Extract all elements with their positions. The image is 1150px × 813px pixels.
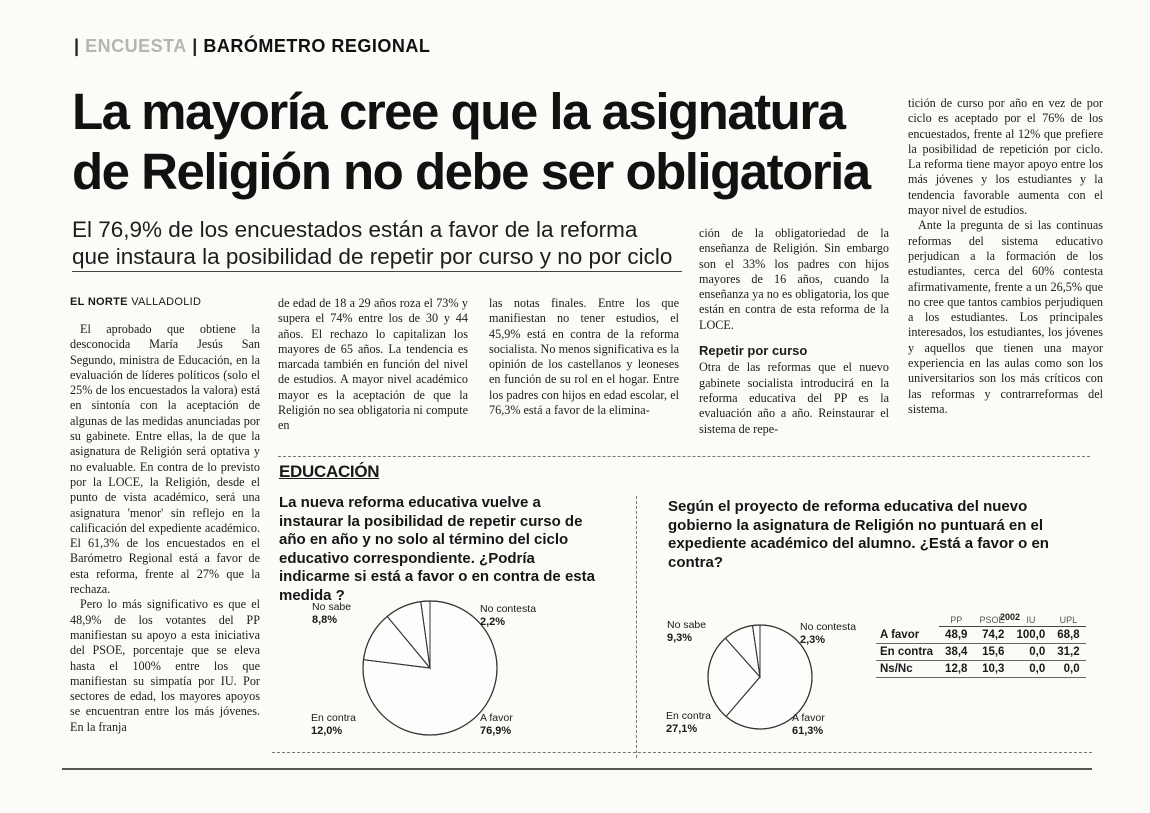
column-3-paragraph-1: las notas finales. Entre los que manifiestan no tener estudios, el 45,9% está en contra de la reforma socialista. No menos significativa es la opinión de los castellanos y leoneses en función de su rol en el hogar. Entre los padres con hijos en edad escolar, el 76,3% está a favor de la elimina- [489,296,679,418]
section-title: BARÓMETRO REGIONAL [203,36,431,56]
table-col-upl: UPL [1051,614,1085,627]
table-cell: 0,0 [1010,661,1051,678]
table-header-row [876,614,1086,627]
subhead [72,216,682,270]
article-column-5 [908,96,1103,417]
column-1-paragraph-1: El aprobado que obtiene la desconocida María Jesús San Segundo, ministra de Educación, en la evaluación de líderes políticos (solo el 25% de los encuestados la valora) está en sintonía con la aceptación de algunas de las medidas anunciadas por su gabinete. Entre ellas, la de que la asignatura de Religión será optativa y no evaluable. En contra de lo previsto por la LOCE, la Religión, desde el punto de vista académico, será una asignatura 'menor' sin reflejo en la calificación del expediente académico. El 61,3% de los encuestados en el Barómetro Regional está a favor de esta reforma, frente al 27% que la rechaza. [70,322,260,597]
table-year: 2002 [1000,612,1021,622]
pie1-label-no-sabe: No sabe 8,8% [312,601,352,626]
table-row-label: A favor [876,627,939,644]
table-row [876,661,1086,678]
table-row-label: Ns/Nc [876,661,939,678]
column-5-paragraph-1: tición de curso por año en vez de por ciclo es aceptado por el 76% de los encuestados, frente al 12% que prefiere la posibilidad de repetición por ciclo. La reforma tiene mayor apoyo entre los más jóvenes y los estudiantes y la tendencia favorable aumenta con el mayor nivel de estudios. [908,96,1103,218]
headline-line-1: La mayoría cree que la asignatura [72,83,845,140]
table-cell: 31,2 [1051,644,1085,661]
column-4-paragraph-2: Otra de las reformas que el nuevo gabinete socialista introducirá en la reforma educativa del PP es la evaluación año a año. Reinstaurar el sistema de repe- [699,360,889,436]
dateline-city: VALLADOLID [131,296,202,308]
article-column-3 [489,296,679,418]
subhead-line-1: El 76,9% de los encuestados están a favor de la reforma [72,217,638,242]
article-column-2 [278,296,468,434]
table-cell: 100,0 [1010,627,1051,644]
headline [72,82,872,202]
table-col-psoe: PSOE [973,614,1010,627]
party-results-table [876,614,1086,678]
column-2-paragraph-1: de edad de 18 a 29 años roza el 73% y supera el 74% entre los de 30 y 44 años. El rechazo lo capitalizan los mayores de 65 años. La tendencia es marcada también en función del nivel de estudios. A mayor nivel académico mayor es la aceptación de que la Religión no sea obligatoria ni compute en [278,296,468,433]
box-top-rule [278,456,1090,457]
question-2: Según el proyecto de reforma educativa del nuevo gobierno la asignatura de Religión no puntuará en el expediente académico del alumno. ¿Está a favor o en contra? [668,498,1049,571]
table-cell: 74,2 [973,627,1010,644]
table-row [876,644,1086,661]
pie1-label-en-contra: En contra 12,0% [311,712,356,737]
article-column-4 [699,226,889,437]
column-1-paragraph-2: Pero lo más significativo es que el 48,9% de los votantes del PP manifiestan su apoyo a esta iniciativa del PSOE, porcentaje que se eleva hasta el 100% entre los que manifiestan su simpatía por IU. Por sectores de edad, los mayores apoyos se encuentran entre los más jóvenes. En la franja [70,597,260,734]
table-col-iu: IU [1010,614,1051,627]
column-5-paragraph-2: Ante la pregunta de si las continuas reformas del sistema educativo perjudican a la formación de los estudiantes, cerca del 60% contesta afirmativamente, frente a un 26,5% que no cree que tantos cambios perjudiquen a los estudiantes. Los principales interesados, los estudiantes, los jóvenes y aquellos que tienen una mayor experiencia en las aulas como son los universitarios son los más críticos con las reformas y contrarreformas del sistema. [908,218,1103,416]
table-row [876,627,1086,644]
pie2-label-no-sabe: No sabe 9,3% [667,619,707,644]
table-cell: 10,3 [973,661,1010,678]
table-cell: 15,6 [973,644,1010,661]
table-col-pp: PP [939,614,973,627]
dateline [70,296,201,308]
column-4-paragraph-1: ción de la obligatoriedad de la enseñanza de Religión. Sin embargo son el 33% los padres con hijos mayores de 16 años, cuando la enseñanza ya no es obligatoria, los que están en contra de esta reforma de la LOCE. [699,226,889,332]
box-bottom-rule [272,752,1092,753]
section-header: | ENCUESTA | BARÓMETRO REGIONAL [74,36,431,56]
table-cell: 68,8 [1051,627,1085,644]
pie-chart-repetir-curso [360,598,500,738]
box-title: EDUCACIÓN [279,462,380,481]
table-row-label: En contra [876,644,939,661]
pie1-label-a-favor: A favor 76,9% [480,712,513,737]
pie2-label-en-contra: En contra 27,1% [666,710,711,735]
question-1: La nueva reforma educativa vuelve a instaurar la posibilidad de repetir curso de año en año y no solo al término del ciclo educativo correspondiente. ¿Podría indicarme si está a favor o en contra de esta medida ? [279,494,595,604]
table-cell: 0,0 [1010,644,1051,661]
table-cell: 38,4 [939,644,973,661]
table-cell: 12,8 [939,661,973,678]
pie2-label-no-contesta: No contesta 2,3% [800,621,857,646]
article-column-1 [70,322,260,735]
dateline-paper: EL NORTE [70,296,128,308]
pie1-label-no-contesta: No contesta 2,2% [480,603,537,628]
headline-line-2: de Religión no debe ser obligatoria [72,143,870,200]
box-divider [636,496,637,758]
page-bottom-rule [62,768,1092,770]
pie2-label-a-favor: A favor 61,3% [792,712,825,737]
subhead-rule [72,271,682,272]
section-label: ENCUESTA [85,36,187,56]
subhead-line-2: que instaura la posibilidad de repetir por curso y no por ciclo [72,244,673,269]
table-cell: 0,0 [1051,661,1085,678]
column-4-subtitle: Repetir por curso [699,343,808,359]
table-cell: 48,9 [939,627,973,644]
